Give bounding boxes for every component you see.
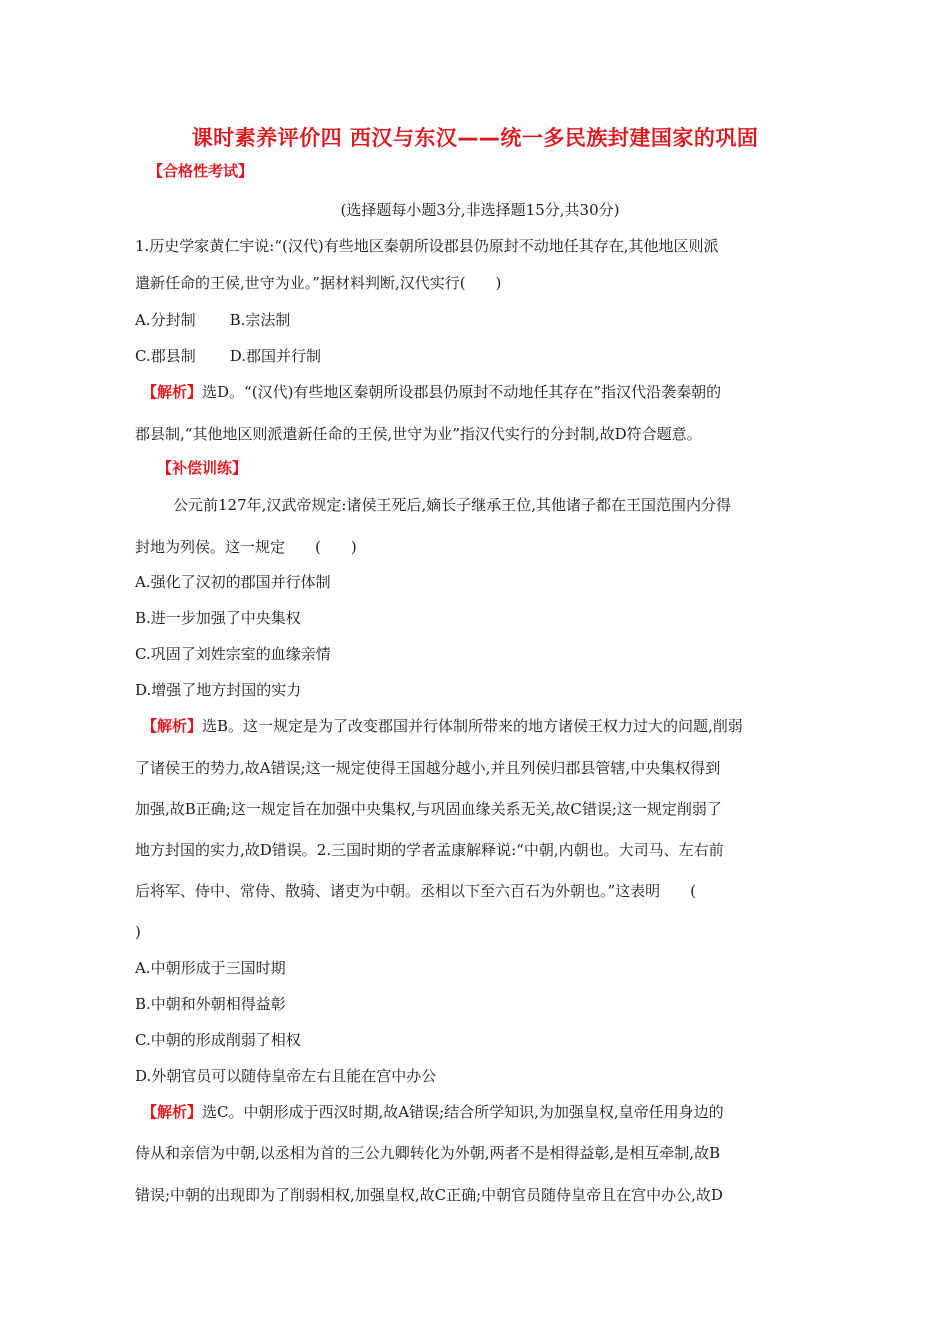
practice-tag: 【补偿训练】 (157, 459, 248, 477)
q2-option-a: A.中朝形成于三国时期 (135, 959, 286, 977)
q2-analysis-line2: 侍从和亲信为中朝,以丞相为首的三公九卿转化为外朝,两者不是相得益彰,是相互牵制,故B (135, 1144, 721, 1162)
practice-analysis-line6: ) (135, 923, 141, 941)
practice-analysis-line2: 了诸侯王的势力,故A错误;这一规定使得王国越分越小,并且列侯归郡县管辖,中央集权得到 (135, 759, 721, 777)
q1-analysis-line2: 郡县制,“其他地区则派遣新任命的王侯,世守为业”指汉代实行的分封制,故D符合题意。 (135, 425, 702, 443)
q2-analysis-line1: 【解析】选C。中朝形成于西汉时期,故A错误;结合所学知识,为加强皇权,皇帝任用身边的 (142, 1103, 724, 1121)
practice-option-a: A.强化了汉初的郡国并行体制 (135, 573, 331, 591)
q1-analysis-line1: 【解析】选D。“(汉代)有些地区秦朝所设郡县仍原封不动地任其存在”指汉代沿袭秦朝的 (142, 383, 722, 401)
q1-options-row2 (135, 346, 825, 366)
practice-option-b: B.进一步加强了中央集权 (135, 609, 301, 627)
q1-stem-line2: 遣新任命的王侯,世守为业。”据材料判断,汉代实行( ) (135, 274, 502, 292)
q2-option-b: B.中朝和外朝相得益彰 (135, 995, 286, 1013)
practice-option-c: C.巩固了刘姓宗室的血缘亲情 (135, 645, 331, 663)
q1-option-d: D.郡国并行制 (229, 347, 321, 365)
analysis-tag: 【解析】 (142, 717, 203, 735)
analysis-tag: 【解析】 (142, 383, 203, 401)
q2-option-d: D.外朝官员可以随侍皇帝左右且能在宫中办公 (135, 1067, 437, 1085)
practice-stem-line2: 封地为列侯。这一规定 ( ) (135, 538, 357, 556)
q2-analysis-line3: 错误;中朝的出现即为了削弱相权,加强皇权,故C正确;中朝官员随侍皇帝且在宫中办公,故D (135, 1186, 723, 1204)
practice-analysis-line3: 加强,故B正确;这一规定旨在加强中央集权,与巩固血缘关系无关,故C错误;这一规定削弱了 (135, 800, 722, 818)
practice-analysis-line4: 地方封国的实力,故D错误。2.三国时期的学者孟康解释说:“中朝,内朝也。大司马、左右前 (135, 841, 724, 859)
q1-stem-line1: 1.历史学家黄仁宇说:“(汉代)有些地区秦朝所设郡县仍原封不动地任其存在,其他地区则派 (135, 237, 719, 255)
q1-option-a: A.分封制 (135, 311, 196, 329)
section-label: 【合格性考试】 (148, 162, 254, 180)
score-note: (选择题每小题3分,非选择题15分,共30分) (340, 201, 620, 219)
q2-option-c: C.中朝的形成削弱了相权 (135, 1031, 301, 1049)
practice-analysis-line5: 后将军、侍中、常侍、散骑、诸吏为中朝。丞相以下至六百石为外朝也。”这表明 ( (135, 882, 697, 900)
analysis-tag: 【解析】 (142, 1103, 203, 1121)
practice-stem-line1: 公元前127年,汉武帝规定:诸侯王死后,嫡长子继承王位,其他诸子都在王国范围内分得 (173, 496, 731, 514)
page-title: 课时素养评价四 西汉与东汉——统一多民族封建国家的巩固 (191, 126, 759, 150)
practice-option-d: D.增强了地方封国的实力 (135, 681, 302, 699)
q1-option-b: B.宗法制 (229, 311, 291, 329)
q1-option-c: C.郡县制 (135, 347, 196, 365)
q1-options-row1 (135, 310, 825, 330)
practice-analysis-line1: 【解析】选B。这一规定是为了改变郡国并行体制所带来的地方诸侯王权力过大的问题,削弱 (142, 717, 743, 735)
